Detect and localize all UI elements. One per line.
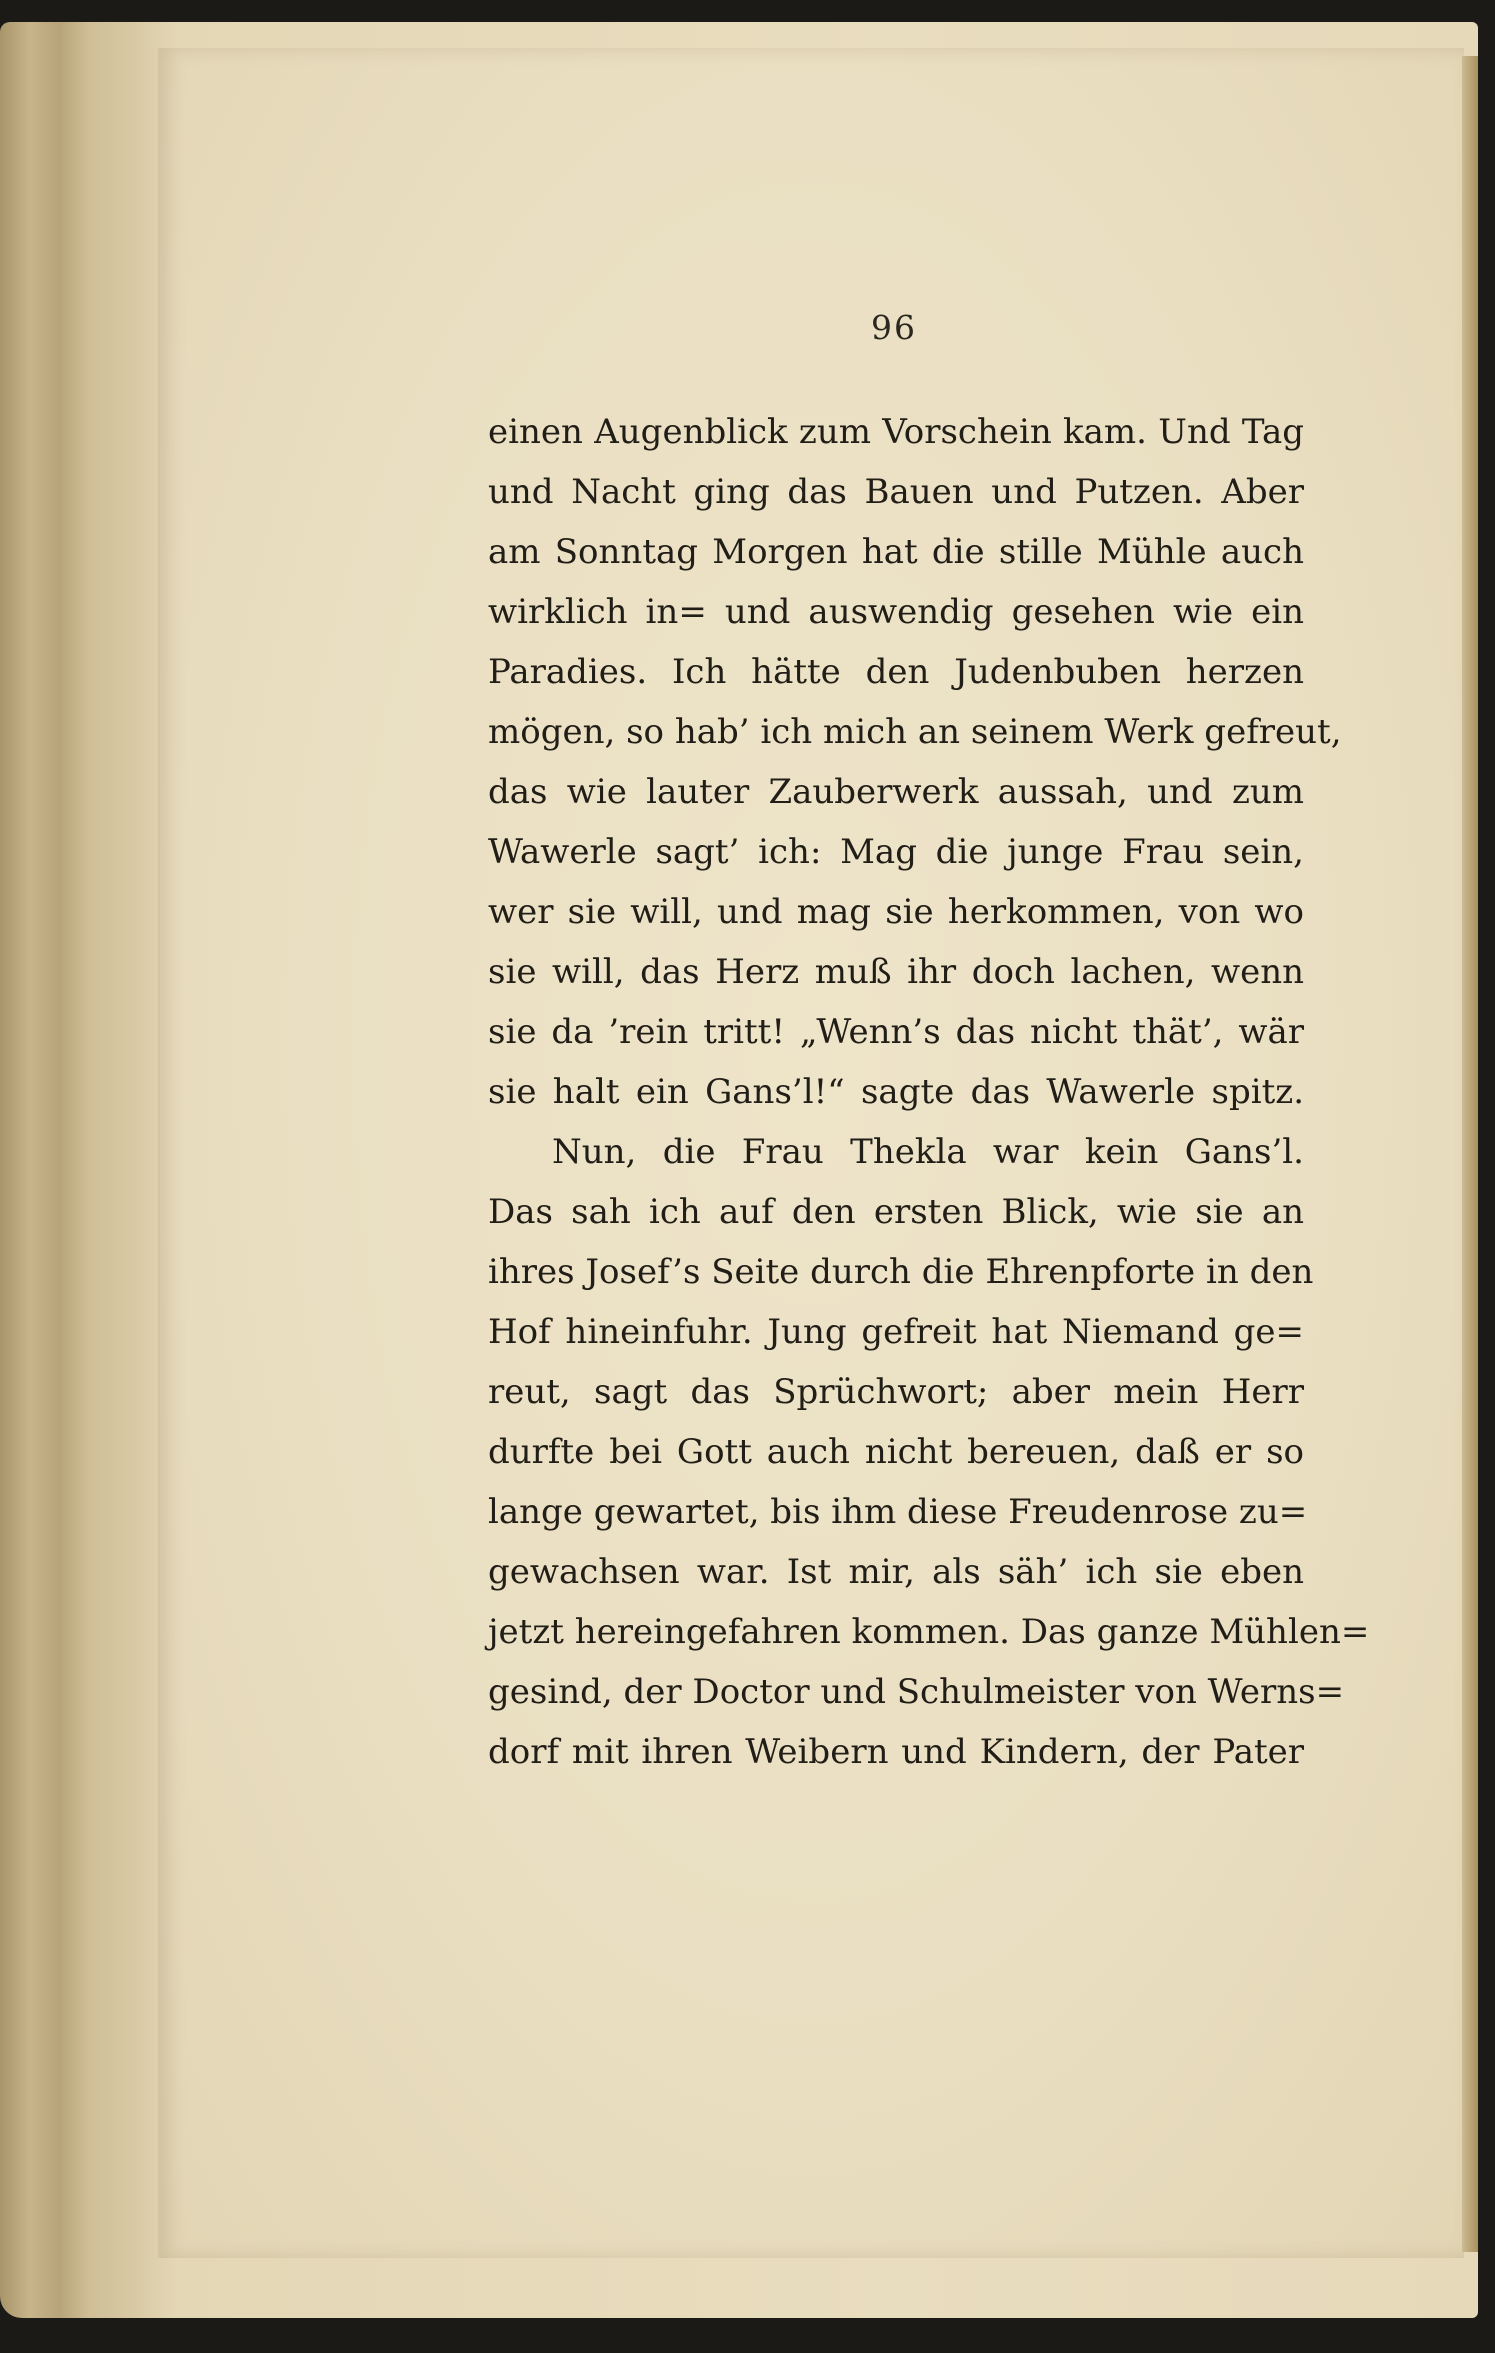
text-line: mögen, so hab’ ich mich an seinem Werk gefreut,	[488, 712, 1342, 752]
text-line: das wie lauter Zauberwerk aussah, und zum	[488, 772, 1304, 812]
text-line: einen Augenblick zum Vorschein kam. Und Tag	[488, 412, 1304, 452]
text-line: wer sie will, und mag sie herkommen, von wo	[488, 892, 1304, 932]
text-line: ihres Josef’s Seite durch die Ehrenpforte in den	[488, 1252, 1314, 1292]
text-line: und Nacht ging das Bauen und Putzen. Aber	[488, 472, 1304, 512]
text-line: sie halt ein Gans’l!“ sagte das Wawerle spitz.	[488, 1072, 1304, 1112]
book-right-edge	[1462, 56, 1478, 2252]
text-line: Wawerle sagt’ ich: Mag die junge Frau sein,	[488, 832, 1304, 872]
text-line: reut, sagt das Sprüchwort; aber mein Herr	[488, 1372, 1304, 1412]
text-line: Hof hineinfuhr. Jung gefreit hat Niemand ge=	[488, 1312, 1304, 1352]
body-text	[488, 402, 1370, 1782]
text-line: dorf mit ihren Weibern und Kindern, der Pater	[488, 1732, 1304, 1772]
text-line: Das sah ich auf den ersten Blick, wie sie an	[488, 1192, 1304, 1232]
text-line: lange gewartet, bis ihm diese Freudenrose zu=	[488, 1492, 1308, 1532]
page-number: 96	[871, 308, 917, 347]
text-line: sie da ’rein tritt! „Wenn’s das nicht thät’, wär	[488, 1012, 1304, 1052]
text-line: am Sonntag Morgen hat die stille Mühle auch	[488, 532, 1304, 572]
text-line: durfte bei Gott auch nicht bereuen, daß er so	[488, 1432, 1304, 1472]
text-line: gesind, der Doctor und Schulmeister von Werns=	[488, 1672, 1345, 1712]
text-line: sie will, das Herz muß ihr doch lachen, wenn	[488, 952, 1304, 992]
text-line: wirklich in= und auswendig gesehen wie ein	[488, 592, 1304, 632]
text-line: Paradies. Ich hätte den Judenbuben herzen	[488, 652, 1304, 692]
text-line: jetzt hereingefahren kommen. Das ganze Mühlen=	[488, 1612, 1370, 1652]
text-line: gewachsen war. Ist mir, als säh’ ich sie eben	[488, 1552, 1304, 1592]
paragraph-first-line: Nun, die Frau Thekla war kein Gans’l.	[552, 1132, 1304, 1172]
